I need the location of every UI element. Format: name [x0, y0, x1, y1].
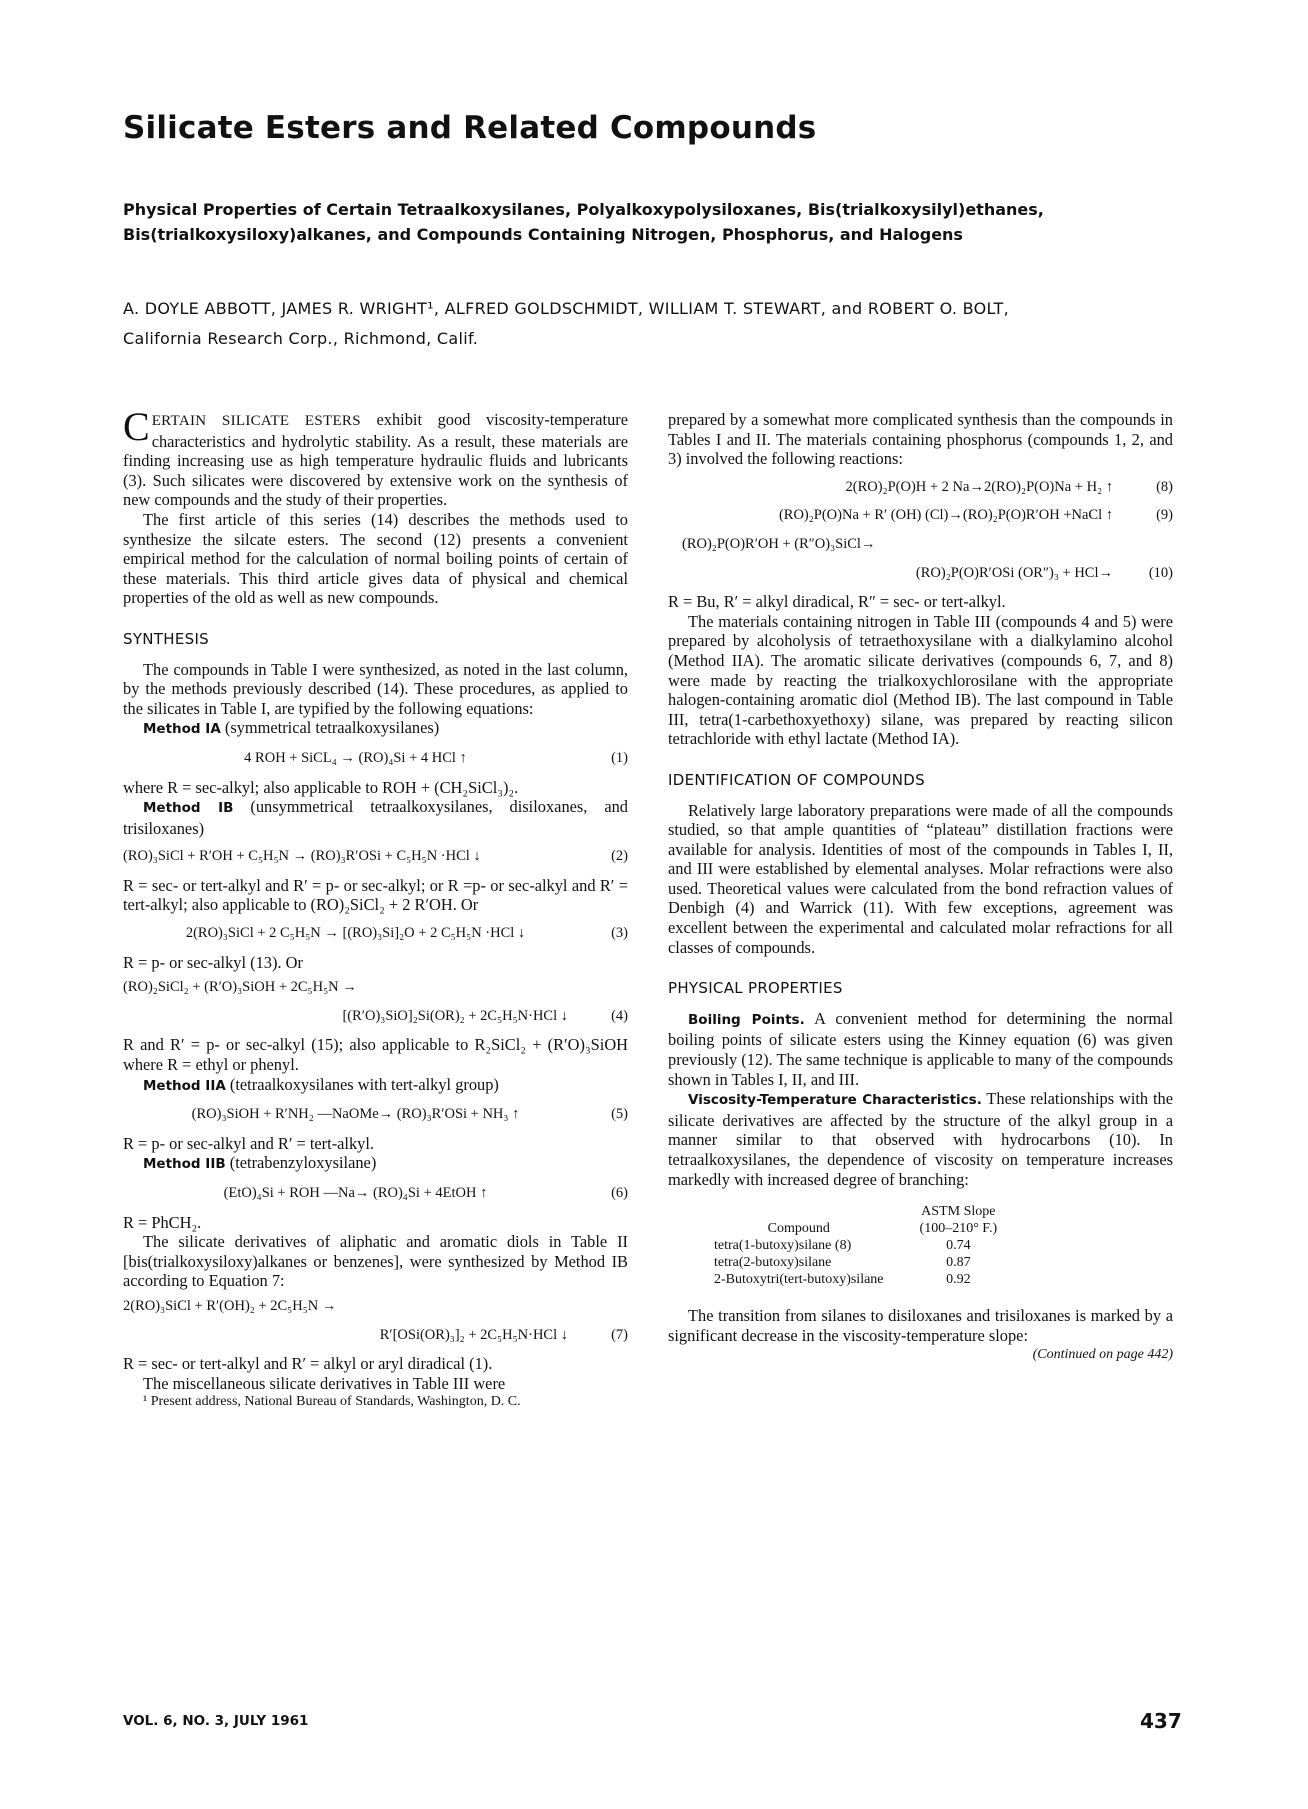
intro-small-caps: ERTAIN SILICATE ESTERS [151, 413, 361, 429]
table-header-row [708, 1203, 1003, 1220]
run-in-heading: Boiling Points. [688, 1011, 805, 1028]
paragraph: R and R′ = p- or sec-alkyl (15); also applicable to R₂SiCl₂ + (R′O)₃SiOH where R = ethyl or phenyl. [123, 1035, 628, 1075]
method-label: Method IA [143, 721, 221, 738]
table-header: ASTM Slope [921, 1204, 996, 1220]
table-cell: tetra(1-butoxy)silane (8) [714, 1238, 852, 1254]
table-cell: 2-Butoxytri(tert-butoxy)silane [714, 1272, 884, 1288]
section-heading-identification: IDENTIFICATION OF COMPOUNDS [668, 770, 925, 789]
paragraph: R = p- or sec-alkyl (13). Or [123, 952, 303, 972]
viscosity-slope-table [708, 1203, 1003, 1288]
section-heading-physical-properties: PHYSICAL PROPERTIES [668, 979, 843, 998]
table-row [708, 1237, 1003, 1254]
paragraph: The compounds in Table I were synthesized, as noted in the last column, by the methods previously described (14). These procedures, as applied to the silicates in Table I, are typified by the following equations: [123, 659, 628, 718]
paragraph: R = sec- or tert-alkyl and R′ = alkyl or aryl diradical (1). [123, 1354, 493, 1374]
right-column [668, 410, 1173, 1365]
table-cell: 0.87 [946, 1255, 971, 1271]
paragraph: The first article of this series (14) describes the methods used to synthesize the silcate esters. The second (12) presents a convenient empirical method for the calculation of normal boiling points of certain of these materials. This third article gives data of physical and chemical properties of the old as well as new compounds. [123, 509, 628, 608]
method-description: (unsymmetrical tetraalkoxysilanes, disiloxanes, and trisiloxanes) [123, 797, 629, 838]
table-row [708, 1254, 1003, 1271]
equation-4: [(R′O)₃SiO]₂Si(OR)₂ + 2C₅H₅N·HCl ↓ (4) [342, 1007, 628, 1024]
paragraph: The miscellaneous silicate derivatives in Table III were [143, 1373, 506, 1393]
paragraph: R = sec- or tert-alkyl and R′ = p- or sec-alkyl; or R =p- or sec-alkyl and R′ = tert-alkyl; also applicable to (RO)₂SiCl₂ + 2 R′OH. Or [123, 875, 628, 915]
section-heading-synthesis: SYNTHESIS [123, 629, 209, 648]
paragraph: prepared by a somewhat more complicated synthesis than the compounds in Tables I and II. The materials containing phosphorus (compounds 1, 2, and 3) involved the following reactions: [668, 410, 1173, 469]
table-header-row [708, 1220, 1003, 1237]
page-number: 437 [1140, 1709, 1182, 1733]
equation-5: (RO)₃SiOH + R′NH₂ —NaOMe→ (RO)₃R′OSi + NH₃ ↑ (5) [191, 1106, 628, 1123]
table-cell: tetra(2-butoxy)silane [714, 1255, 832, 1271]
method-label: Method IB [143, 800, 234, 817]
journal-volume: VOL. 6, NO. 3, JULY 1961 [123, 1713, 309, 1729]
subtitle [123, 197, 1044, 247]
paragraph: R = Bu, R′ = alkyl diradical, R″ = sec- or tert-alkyl. [668, 592, 1006, 612]
paragraph: R = PhCH₂. [123, 1212, 202, 1232]
intro-paragraph [123, 404, 628, 510]
drop-cap: C [123, 404, 150, 449]
table-cell: 0.74 [946, 1238, 971, 1254]
continued-note: (Continued on page 442) [1032, 1347, 1173, 1363]
equation-7: R′[OSi(OR)₃]₂ + 2C₅H₅N·HCl ↓ (7) [379, 1326, 628, 1343]
equation-2: (RO)₃SiCl + R′OH + C₅H₅N → (RO)₃R′OSi + C₅H₅N ·HCl ↓ (2) [123, 848, 628, 865]
left-column [123, 404, 629, 1411]
equation-10: (RO)₂P(O)R′OSi (OR″)₃ + HCl→ (10) [915, 564, 1173, 581]
paragraph: R = p- or sec-alkyl and R′ = tert-alkyl. [123, 1133, 375, 1153]
equation-9: (RO)₂P(O)Na + R′ (OH) (Cl)→(RO)₂P(O)R′OH +NaCl ↑ (9) [778, 507, 1173, 524]
equation-1: 4 ROH + SiCL₄ → (RO)₄Si + 4 HCl ↑ (1) [244, 749, 628, 766]
affiliation: California Research Corp., Richmond, Calif. [123, 329, 479, 348]
equation-7-line-1: 2(RO)₃SiCl + R′(OH)₂ + 2C₅H₅N → [123, 1297, 337, 1314]
paragraph: The silicate derivatives of aliphatic and aromatic diols in Table II [bis(trialkoxysiloxy)alkanes or benzenes], were synthesized by Method IB according to Equation 7: [123, 1232, 628, 1291]
table-header: (100–210° F.) [919, 1221, 998, 1237]
equation-10-line-1: (RO)₂P(O)R′OH + (R″O)₃SiCl→ [682, 535, 876, 552]
method-label: Method IIB [143, 1156, 226, 1173]
equation-6: (EtO)₄Si + ROH —Na→ (RO)₄Si + 4EtOH ↑ (6) [223, 1185, 628, 1201]
subtitle-line-2: Bis(trialkoxysiloxy)alkanes, and Compounds Containing Nitrogen, Phosphorus, and Halogens [123, 225, 963, 244]
paragraph-text: A convenient method for determining the normal boiling points of silicate esters using the Kinney equation (6) was given previously (12). The same technique is applicable to many of the compounds shown in Tables I, II, and III. [668, 1008, 1173, 1089]
method-label: Method IIA [143, 1077, 226, 1094]
paragraph: The materials containing nitrogen in Table III (compounds 4 and 5) were prepared by alcoholysis of tetraethoxysilane with a dialkylamino alcohol (Method IIA). The aromatic silicate derivatives (compounds 6, 7, and 8) were made by reacting the trialkoxychlorosilane with the appropriate halogen-containing aromatic diol (Method IB). The last compound in Table III, tetra(1-carbethoxyethoxy) silane, was prepared by reacting silicon tetrachloride with ethyl lactate (Method IA). [668, 611, 1173, 749]
subtitle-line-1: Physical Properties of Certain Tetraalkoxysilanes, Polyalkoxypolysiloxanes, Bis(trialkoxysilyl)ethanes, [123, 200, 1044, 219]
method-description: (tetraalkoxysilanes with tert-alkyl group) [225, 1074, 499, 1094]
method-description: (tetrabenzyloxysilane) [225, 1153, 377, 1173]
table-row [708, 1271, 1003, 1288]
equation-8: 2(RO)₂P(O)H + 2 Na→2(RO)₂P(O)Na + H₂ ↑ (8) [845, 478, 1173, 495]
table-cell: 0.92 [946, 1272, 971, 1288]
intro-text: exhibit good viscosity-temperature characteristics and hydrolytic stability. As a result, these materials are finding increasing use as high temperature hydraulic fluids and lubricants (3). Such silicates were discovered by extensive work on the synthesis of new compounds and the study of their properties. [123, 410, 628, 510]
table-header: Compound [767, 1221, 830, 1237]
page-title: Silicate Esters and Related Compounds [123, 110, 817, 146]
author-block [123, 294, 1009, 354]
paragraph: Relatively large laboratory preparations were made of all the compounds studied, so that ample quantities of “plateau” distillation fractions were available for analysis. Identities of most of the compounds in Tables I, II, and III were established by elemental analyses. Molar refractions were also used. Theoretical values were calculated from the bond refraction values of Denbigh (4) and Warrick (11). With few exceptions, agreement was excellent between the experimental and calculated molar refractions for all classes of compounds. [668, 800, 1173, 957]
method-description: (symmetrical tetraalkoxysilanes) [220, 718, 440, 738]
equation-4-line-1: (RO)₂SiCl₂ + (R′O)₃SiOH + 2C₅H₅N → [123, 979, 357, 996]
equation-3: 2(RO)₃SiCl + 2 C₅H₅N → [(RO)₃Si]₂O + 2 C₅H₅N ·HCl ↓ (3) [185, 925, 628, 942]
run-in-heading: Viscosity-Temperature Characteristics. [688, 1092, 982, 1109]
footnote: ¹ Present address, National Bureau of Standards, Washington, D. C. [143, 1394, 521, 1410]
paragraph: The transition from silanes to disiloxanes and trisiloxanes is marked by a significant decrease in the viscosity-temperature slope: [668, 1306, 1173, 1345]
authors: A. DOYLE ABBOTT, JAMES R. WRIGHT¹, ALFRED GOLDSCHMIDT, WILLIAM T. STEWART, and ROBERT O. BOLT, [123, 299, 1009, 318]
paragraph: where R = sec-alkyl; also applicable to ROH + (CH₂SiCl₃)₂. [123, 777, 519, 797]
paragraph-text: These relationships with the silicate derivatives are affected by the structure of the alkyl group in a manner similar to that observed with hydrocarbons (10). In tetraalkoxysilanes, the dependence of viscosity on temperature increases markedly with increased degree of branching: [668, 1089, 1173, 1189]
